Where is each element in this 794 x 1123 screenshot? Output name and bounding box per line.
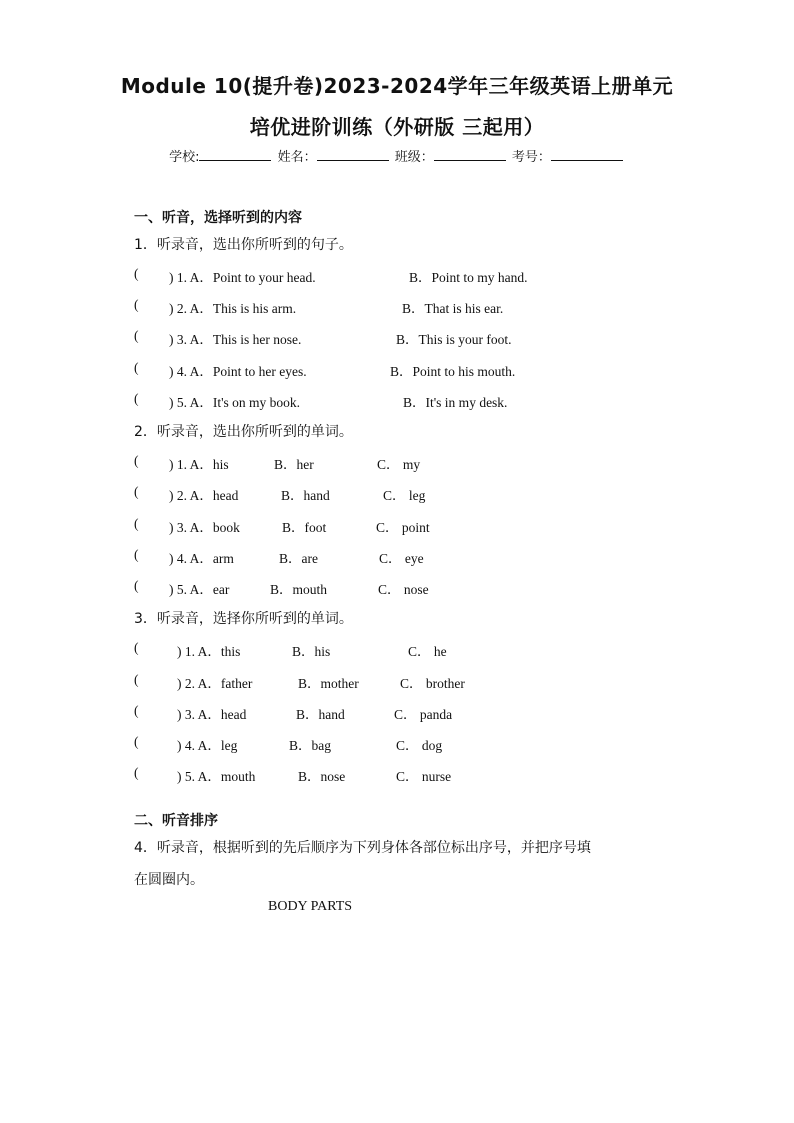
answer-paren[interactable]: (	[134, 360, 139, 375]
number-label: 考号：	[511, 150, 551, 165]
option-b: B．This is your foot.	[396, 332, 512, 347]
option-b: B．mother	[298, 676, 359, 691]
option-c: C． nurse	[396, 769, 452, 784]
option-c: C． dog	[396, 738, 443, 753]
option-b: B．mouth	[270, 582, 328, 597]
option-b: B．Point to my hand.	[409, 270, 528, 285]
option-b: B．her	[274, 457, 314, 472]
q3-item-5	[134, 765, 694, 785]
option-c: C． my	[377, 457, 421, 472]
option-a: ) 1. A．his	[169, 457, 229, 472]
option-b: B．Point to his mouth.	[390, 364, 516, 379]
option-a: ) 5. A．It's on my book.	[169, 395, 301, 410]
option-b: B．foot	[282, 520, 327, 535]
answer-paren[interactable]: (	[134, 703, 139, 718]
question-3-prompt: 3．听录音，选择你所听到的单词。	[134, 611, 353, 627]
answer-paren[interactable]: (	[134, 391, 139, 406]
question-4-prompt-line-2: 在圆圈内。	[134, 872, 204, 888]
question-4-prompt-line-1: 4．听录音，根据听到的先后顺序为下列身体各部位标出序号，并把序号填	[134, 840, 591, 856]
q1-item-5	[134, 391, 694, 411]
answer-paren[interactable]: (	[134, 734, 139, 749]
q2-item-1	[134, 453, 694, 473]
option-a: ) 2. A．head	[169, 488, 239, 503]
option-b: B．his	[292, 644, 331, 659]
q2-item-2	[134, 484, 694, 504]
answer-paren[interactable]: (	[134, 640, 139, 655]
q1-item-1	[134, 266, 694, 286]
answer-paren[interactable]: (	[134, 547, 139, 562]
option-a: ) 5. A．mouth	[177, 769, 256, 784]
q1-item-4	[134, 360, 694, 380]
option-c: C． he	[408, 644, 447, 659]
section-2-heading: 二、听音排序	[134, 813, 218, 829]
option-c: C． panda	[394, 707, 453, 722]
question-2-prompt: 2．听录音，选出你所听到的单词。	[134, 424, 353, 440]
answer-paren[interactable]: (	[134, 453, 139, 468]
answer-paren[interactable]: (	[134, 578, 139, 593]
option-b: B．It's in my desk.	[403, 395, 508, 410]
option-c: C． nose	[378, 582, 429, 597]
q2-item-3	[134, 516, 694, 536]
option-c: C． leg	[383, 488, 426, 503]
option-c: C． eye	[379, 551, 424, 566]
class-blank[interactable]	[434, 148, 506, 161]
answer-paren[interactable]: (	[134, 484, 139, 499]
section-1-heading: 一、听音，选择听到的内容	[134, 210, 302, 226]
q3-item-1	[134, 640, 694, 660]
option-a: ) 1. A．this	[177, 644, 241, 659]
option-a: ) 5. A．ear	[169, 582, 230, 597]
school-blank[interactable]	[199, 148, 271, 161]
document-title-line-1: Module 10(提升卷)2023-2024学年三年级英语上册单元	[120, 74, 674, 98]
q2-item-5	[134, 578, 694, 598]
student-info-line	[0, 146, 794, 165]
option-b: B．bag	[289, 738, 331, 753]
option-b: B．hand	[296, 707, 345, 722]
option-a: ) 3. A．head	[177, 707, 247, 722]
answer-paren[interactable]: (	[134, 297, 139, 312]
q1-item-2	[134, 297, 694, 317]
answer-paren[interactable]: (	[134, 516, 139, 531]
option-c: C． point	[376, 520, 430, 535]
option-b: B．That is his ear.	[402, 301, 504, 316]
option-a: ) 4. A．arm	[169, 551, 234, 566]
answer-paren[interactable]: (	[134, 672, 139, 687]
answer-paren[interactable]: (	[134, 765, 139, 780]
option-a: ) 3. A．This is her nose.	[169, 332, 302, 347]
option-a: ) 3. A．book	[169, 520, 240, 535]
answer-paren[interactable]: (	[134, 266, 139, 281]
option-a: ) 2. A．This is his arm.	[169, 301, 297, 316]
class-label: 班级：	[394, 150, 434, 165]
body-parts-caption: BODY PARTS	[268, 899, 353, 914]
q3-item-4	[134, 734, 694, 754]
option-b: B．nose	[298, 769, 346, 784]
question-1-prompt: 1．听录音，选出你所听到的句子。	[134, 237, 353, 253]
name-label: 姓名：	[277, 150, 317, 165]
option-a: ) 1. A．Point to your head.	[169, 270, 316, 285]
option-a: ) 4. A．Point to her eyes.	[169, 364, 307, 379]
option-a: ) 4. A．leg	[177, 738, 238, 753]
q1-item-3	[134, 328, 694, 348]
q3-item-3	[134, 703, 694, 723]
option-b: B．hand	[281, 488, 330, 503]
option-a: ) 2. A．father	[177, 676, 253, 691]
number-blank[interactable]	[551, 148, 623, 161]
document-title-line-2: 培优进阶训练（外研版 三起用）	[249, 115, 545, 139]
option-c: C． brother	[400, 676, 465, 691]
answer-paren[interactable]: (	[134, 328, 139, 343]
option-b: B．are	[279, 551, 318, 566]
school-label: 学校:	[169, 150, 200, 165]
q2-item-4	[134, 547, 694, 567]
name-blank[interactable]	[317, 148, 389, 161]
q3-item-2	[134, 672, 694, 692]
